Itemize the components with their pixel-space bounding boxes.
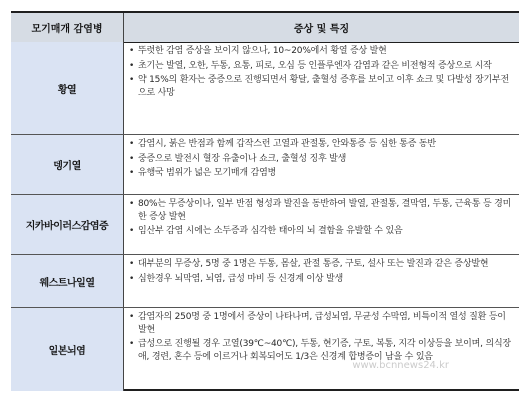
symptom-list [124, 42, 519, 134]
table-row [11, 42, 519, 135]
disease-name: 지카바이러스감염증 [11, 195, 124, 254]
symptom-list [124, 195, 519, 254]
list-item: • 중증으로 발전시 혈장 유출이나 쇼크, 출혈성 징후 발생 [129, 153, 515, 166]
symptom-list [124, 308, 519, 391]
table-row [11, 255, 519, 308]
disease-name: 황열 [11, 42, 124, 134]
symptom-table [11, 11, 519, 391]
list-item: • 임산부 감염 시에는 소두증과 심각한 태아의 뇌 결함을 유발할 수 있음 [129, 225, 515, 238]
table-header [11, 13, 519, 43]
list-item: • 80%는 무증상이나, 일부 반점 형성과 발진을 동반하여 발열, 관절통, 결막염, 두통, 근육통 등 경미한 증상 발현 [129, 198, 515, 223]
header-disease: 모기매개 감염병 [11, 13, 124, 42]
watermark: www.bcnnews24.kr [352, 360, 449, 371]
list-item: • 뚜렷한 감염 증상을 보이지 않으나, 10~20%에서 황열 증상 발현 [129, 45, 515, 58]
table-row [11, 308, 519, 391]
list-item: • 초기는 발열, 오한, 두통, 요통, 피로, 오심 등 인플루엔자 감염과 같은 비전형적 증상으로 시작 [129, 60, 515, 73]
list-item: • 감염시, 붉은 반점과 함께 갑작스런 고열과 관절통, 안와통증 등 심한 통증 동반 [129, 138, 515, 151]
list-item: • 감염자의 250명 중 1명에서 증상이 나타나며, 급성뇌염, 무균성 수막염, 비특이적 열성 질환 등이 발현 [129, 311, 515, 336]
list-item: • 대부분의 무증상, 5명 중 1명은 두통, 몸살, 관절 통증, 구토, 설사 또는 발진과 같은 증상발현 [129, 258, 515, 271]
table-row [11, 195, 519, 255]
disease-name: 일본뇌염 [11, 308, 124, 391]
list-item: • 심한경우 뇌막염, 뇌염, 급성 마비 등 신경계 이상 발생 [129, 273, 515, 286]
header-symptoms: 증상 및 특징 [293, 24, 350, 35]
list-item: • 유행국 범위가 넓은 모기매개 감염병 [129, 167, 515, 180]
symptom-list [124, 135, 519, 194]
list-item: • 약 15%의 환자는 중증으로 진행되면서 황달, 출혈성 증후를 보이고 이후 쇼크 및 다발성 장기부전으로 사망 [129, 74, 515, 99]
disease-name: 웨스트나일열 [11, 255, 124, 307]
list-item: • 급성으로 진행될 경우 고열(39℃~40℃), 두통, 현기증, 구토, 복통, 지각 이상등을 보이며, 의식장애, 경련, 혼수 등에 이르거나 회복되어도 1/3은 신경계 합병증이 남을 수 있음 [129, 338, 515, 363]
disease-name: 뎅기열 [11, 135, 124, 194]
table-row [11, 135, 519, 195]
symptom-list [124, 255, 519, 307]
